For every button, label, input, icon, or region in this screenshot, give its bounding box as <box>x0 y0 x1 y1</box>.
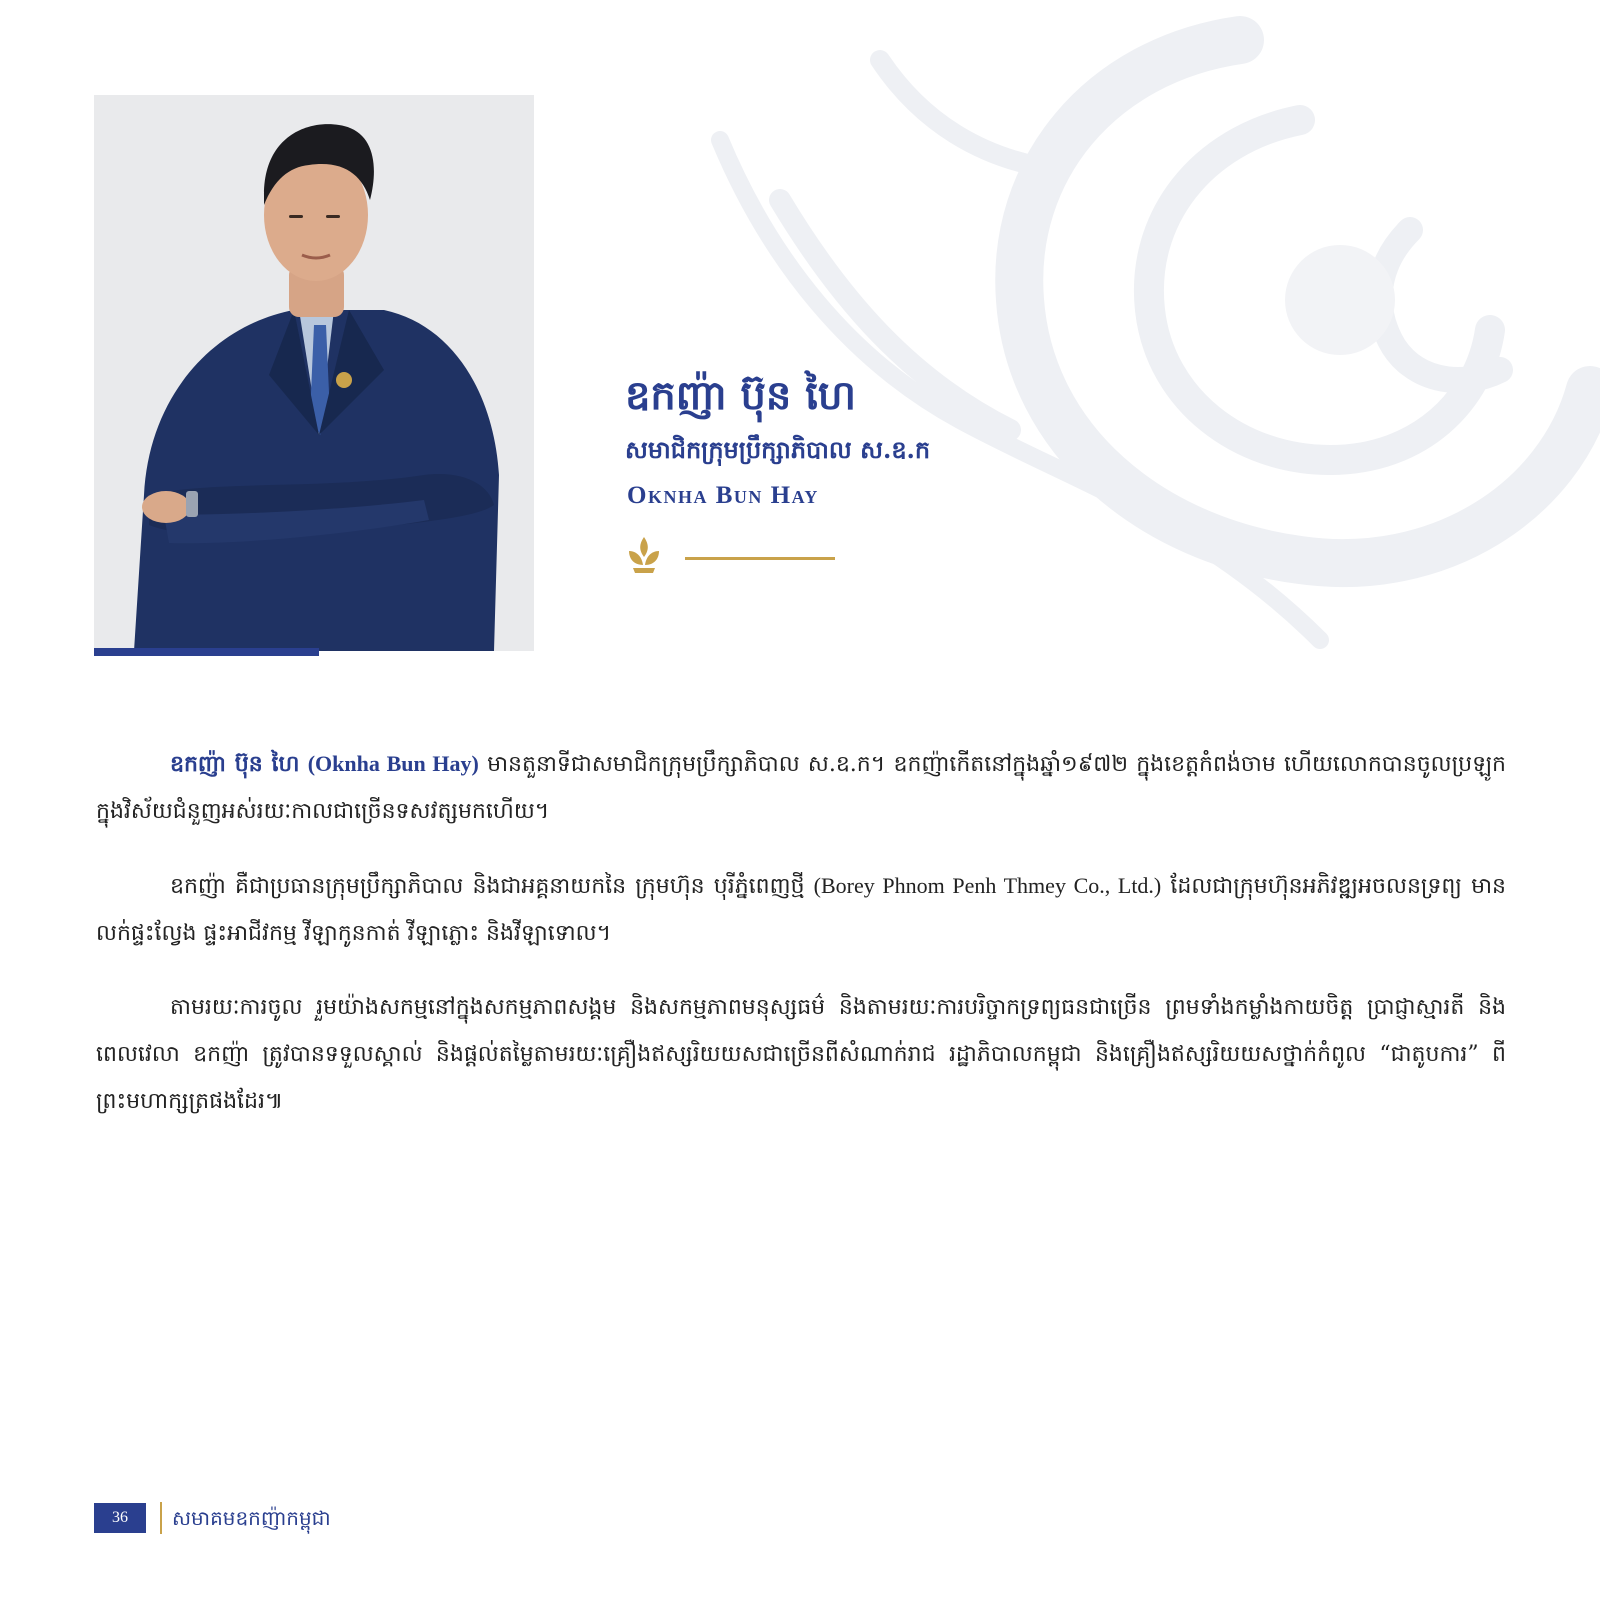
name-khmer-heading: ឧកញ៉ា ប៊ុន ហៃ <box>625 372 856 419</box>
lotus-icon <box>625 535 663 575</box>
paragraph-3 <box>96 984 1506 1125</box>
portrait-photo <box>94 95 534 651</box>
name-english: Oknha Bun Hay <box>627 482 819 509</box>
paragraph-2 <box>96 862 1506 957</box>
role-khmer-subtitle: សមាជិកក្រុមប្រឹក្សាភិបាល ស.ឧ.ក <box>625 435 931 464</box>
photo-accent-bar <box>94 648 319 656</box>
person-name-english: (Oknha Bun Hay) <box>307 751 479 776</box>
person-name-khmer: ឧកញ៉ា ប៊ុន ហៃ <box>170 751 300 777</box>
watermark-swirl <box>680 0 1600 700</box>
portrait-illustration <box>94 95 534 651</box>
paragraph-1-text: មានតួនាទីជាសមាជិកក្រុមប្រឹក្សាភិបាល ស.ឧ.ក។ ឧកញ៉ាកើតនៅក្នុងឆ្នាំ១៩៧២ ក្នុងខេត្តកំពង់ចាម ហើយលោកបានចូលប្រឡូកក្នុងវិស័យជំនួញអស់រយៈកាលជាច្រើនទសវត្សមកហើយ។ <box>96 752 1506 824</box>
footer-divider <box>160 1502 162 1534</box>
paragraph-2-text-a: ឧកញ៉ា គឺជាប្រធានក្រុមប្រឹក្សាភិបាល និងជាអគ្គនាយកនៃ ក្រុមហ៊ុន បុរីភ្នំពេញថ្មី <box>170 874 814 899</box>
footer-publication-title: សមាគមឧកញ៉ាកម្ពុជា <box>172 1506 331 1530</box>
gold-divider <box>685 557 835 560</box>
paragraph-1 <box>96 740 1506 835</box>
company-name-english: (Borey Phnom Penh Thmey Co., Ltd.) <box>813 873 1162 898</box>
biography-text <box>96 740 1506 1152</box>
paragraph-3-text: តាមរយៈការចូល រួមយ៉ាងសកម្មនៅក្នុងសកម្មភាពសង្គម និងសកម្មភាពមនុស្សធម៌ និងតាមរយៈការបរិច្ចាកទ្រព្យធនជាច្រើន ព្រមទាំងកម្លាំងកាយចិត្ត ប្រាជ្ញាស្មារតី និងពេលវេលា ឧកញ៉ា ត្រូវបានទទួលស្គាល់ និងផ្តល់តម្លៃតាមរយៈគ្រឿងឥស្សរិយយសជាច្រើនពីសំណាក់រាជ រដ្ឋាភិបាលកម្ពុជា និងគ្រឿងឥស្សរិយយសថ្នាក់កំពូល “ជាតូបការ” ពីព្រះមហាក្សត្រផងដែរ៕ <box>96 995 1506 1114</box>
page-number: 36 <box>94 1503 146 1533</box>
paragraph-2-text-b: ដែលជាក្រុមហ៊ុនអភិវឌ្ឍអចលនទ្រព្យ មានលក់ផ្ទះល្វែង ផ្ទះអាជីវកម្ម វីឡាកូនកាត់ វីឡាភ្លោះ និងវីឡាទោល។ <box>96 874 1506 946</box>
